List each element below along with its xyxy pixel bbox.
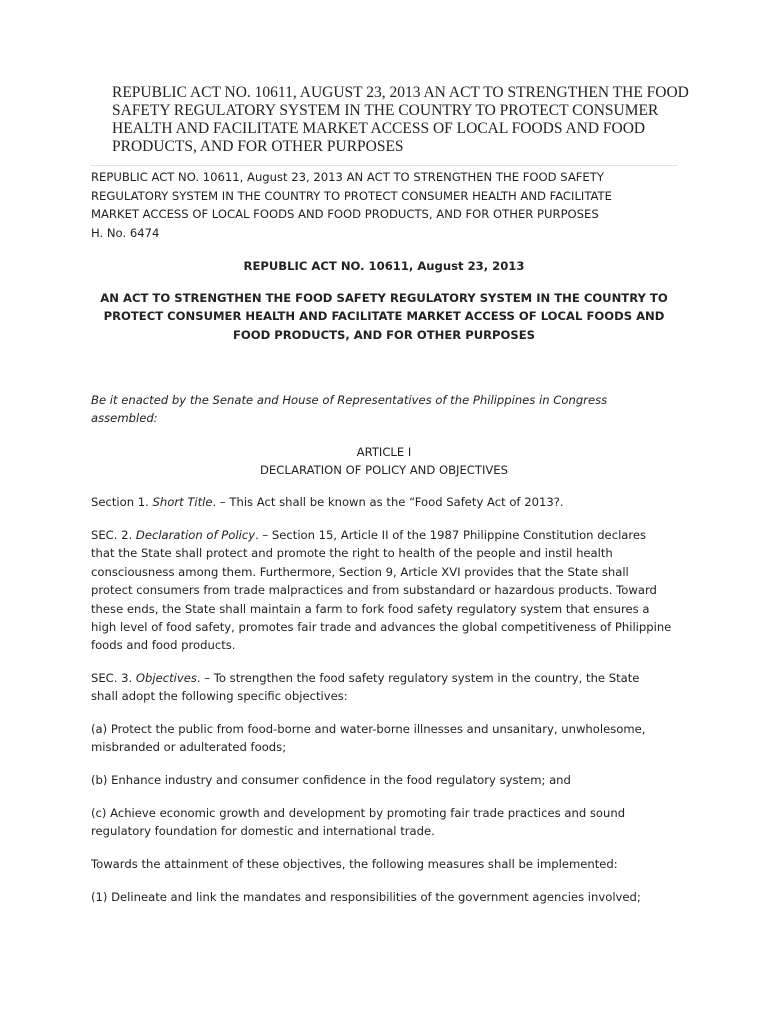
act-title-line: AN ACT TO STRENGTHEN THE FOOD SAFETY REGULATORY SYSTEM IN THE COUNTRY TO: [100, 291, 668, 305]
objective-c-line: regulatory foundation for domestic and international trade.: [91, 824, 435, 838]
measures-intro: Towards the attainment of these objectives, the following measures shall be implemented:: [91, 857, 618, 871]
intro-line: MARKET ACCESS OF LOCAL FOODS AND FOOD PRODUCTS, AND FOR OTHER PURPOSES: [91, 207, 599, 221]
section-3-first-line-rest: . – To strengthen the food safety regulatory system in the country, the State: [196, 671, 640, 685]
act-title-line: FOOD PRODUCTS, AND FOR OTHER PURPOSES: [232, 328, 536, 342]
title-line: PRODUCTS, AND FOR OTHER PURPOSES: [112, 138, 404, 155]
section-2-line: foods and food products.: [91, 638, 236, 652]
act-title-line: PROTECT CONSUMER HEALTH AND FACILITATE MARKET ACCESS OF LOCAL FOODS AND: [103, 309, 665, 323]
section-2-first-line: [91, 526, 646, 545]
title-line: REPUBLIC ACT NO. 10611, AUGUST 23, 2013 AN ACT TO STRENGTHEN THE FOOD: [112, 84, 689, 101]
section-3-prefix: SEC. 3.: [91, 671, 136, 685]
section-2-heading: Declaration of Policy: [135, 528, 256, 542]
objective-a-line: (a) Protect the public from food-borne and water-borne illnesses and unsanitary, unwholesome,: [91, 722, 646, 736]
enacting-line: assembled:: [91, 411, 158, 425]
objective-c-line: (c) Achieve economic growth and development by promoting fair trade practices and sound: [91, 806, 626, 820]
title-line: SAFETY REGULATORY SYSTEM IN THE COUNTRY TO PROTECT CONSUMER: [112, 102, 659, 119]
section-1-text: . – This Act shall be known as the “Food Safety Act of 2013?.: [212, 495, 564, 509]
house-bill-number: H. No. 6474: [91, 226, 160, 240]
intro-line: REGULATORY SYSTEM IN THE COUNTRY TO PROTECT CONSUMER HEALTH AND FACILITATE: [91, 189, 612, 203]
measure-1: (1) Delineate and link the mandates and responsibilities of the government agencies involved;: [91, 890, 641, 904]
section-2-line: these ends, the State shall maintain a farm to fork food safety regulatory system that ensures a: [91, 602, 650, 616]
article-number: ARTICLE I: [356, 445, 412, 459]
section-2-line: that the State shall protect and promote the right to health of the people and instil health: [91, 546, 613, 560]
section-2-first-line-rest: . – Section 15, Article II of the 1987 Philippine Constitution declares: [255, 528, 647, 542]
section-2-prefix: SEC. 2.: [91, 528, 136, 542]
section-1: [91, 493, 564, 512]
section-2-line: high level of food safety, promotes fair trade and advances the global competitiveness of Philippine: [91, 620, 672, 634]
intro-line: REPUBLIC ACT NO. 10611, August 23, 2013 AN ACT TO STRENGTHEN THE FOOD SAFETY: [91, 170, 604, 184]
document-title: [112, 84, 689, 156]
section-3-heading: Objectives: [135, 671, 197, 685]
section-1-prefix: Section 1.: [91, 495, 153, 509]
section-3-line: shall adopt the following specific objectives:: [91, 689, 348, 703]
article-title: DECLARATION OF POLICY AND OBJECTIVES: [260, 463, 508, 477]
section-1-heading: Short Title: [152, 495, 213, 509]
objective-a-line: misbranded or adulterated foods;: [91, 740, 287, 754]
title-divider: [90, 165, 678, 166]
enacting-line: Be it enacted by the Senate and House of Representatives of the Philippines in Congress: [91, 393, 608, 407]
section-3-first-line: [91, 669, 639, 688]
section-2-line: protect consumers from trade malpractices and from substandard or hazardous products. Toward: [91, 583, 657, 597]
title-line: HEALTH AND FACILITATE MARKET ACCESS OF LOCAL FOODS AND FOOD: [112, 120, 646, 137]
objective-b: (b) Enhance industry and consumer confidence in the food regulatory system; and: [91, 773, 571, 787]
section-2-line: consciousness among them. Furthermore, Section 9, Article XVI provides that the State shall: [91, 565, 629, 579]
act-heading: REPUBLIC ACT NO. 10611, August 23, 2013: [243, 259, 525, 273]
